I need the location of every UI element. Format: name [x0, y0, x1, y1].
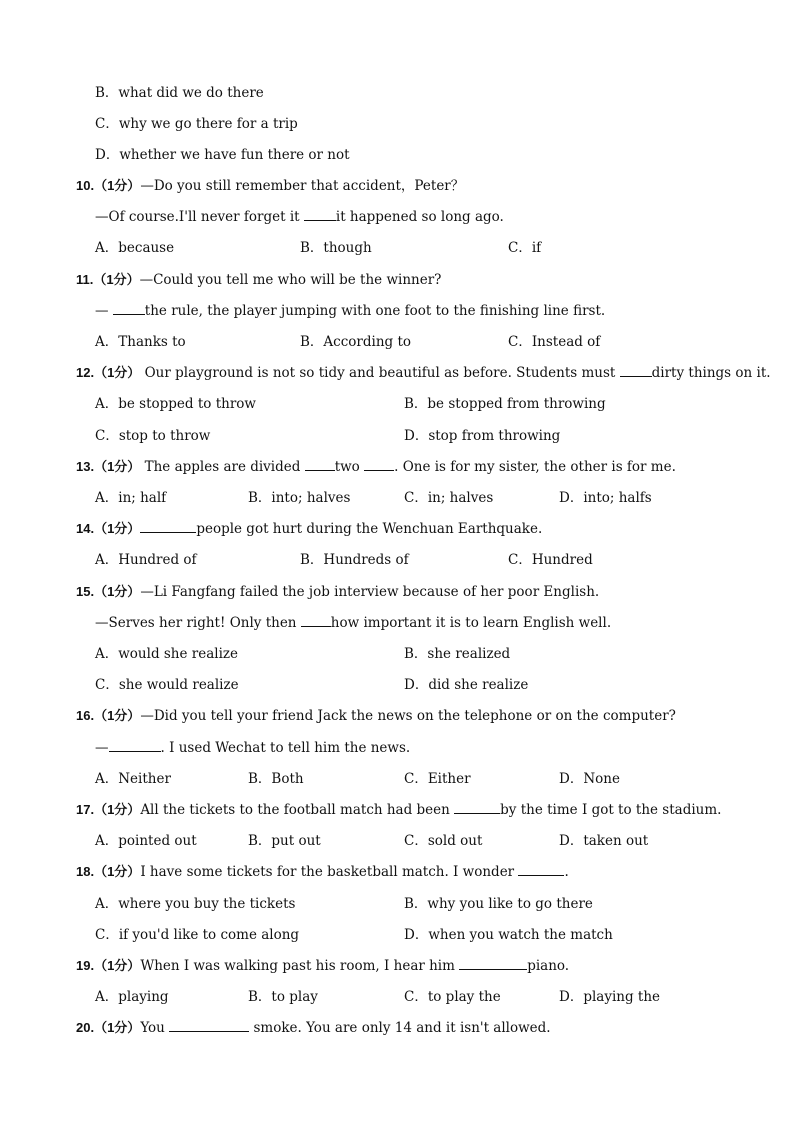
question-text: the rule, the player jumping with one foot to the finishing line first. [144, 303, 606, 319]
question-score: （1分） [94, 459, 141, 474]
q10-option-c: C．if [508, 240, 542, 256]
q11-stem [76, 271, 441, 289]
question-number: 16. [76, 708, 95, 723]
question-score: （1分） [94, 802, 141, 817]
question-score: （1分） [94, 1020, 141, 1035]
answer-blank [304, 208, 336, 221]
question-number: 17. [76, 802, 95, 817]
q16-option-b: B．Both [248, 771, 304, 787]
answer-blank [518, 863, 564, 876]
q16-option-c: C．Either [404, 771, 471, 787]
q14-option-a: A．Hundred of [95, 552, 197, 568]
q18-option-c: C．if you'd like to come along [95, 927, 300, 943]
question-number: 14. [76, 521, 95, 536]
question-text: I have some tickets for the basketball match. I wonder [140, 864, 519, 880]
q13-option-c: C．in; halves [404, 490, 494, 506]
q17-option-d: D．taken out [559, 833, 649, 849]
q17-option-b: B．put out [248, 833, 321, 849]
q18-option-b: B．why you like to go there [404, 896, 593, 912]
question-text: . One is for my sister, the other is for me. [394, 459, 676, 475]
q19-option-c: C．to play the [404, 989, 501, 1005]
question-text: — [95, 303, 113, 319]
q16-stem-line2 [95, 739, 410, 757]
question-score: （1分） [94, 958, 141, 973]
question-text: it happened so long ago. [335, 209, 504, 225]
question-number: 20. [76, 1020, 95, 1035]
answer-blank [301, 614, 331, 627]
question-number: 15. [76, 584, 95, 599]
q16-stem [76, 707, 676, 725]
q18-option-d: D．when you watch the match [404, 927, 613, 943]
q12-option-b: B．be stopped from throwing [404, 396, 606, 412]
question-score: （1分） [94, 708, 141, 723]
question-number: 11. [76, 272, 94, 287]
question-text: two [334, 459, 365, 475]
question-text: smoke. You are only 14 and it isn't allowed. [249, 1020, 551, 1036]
question-number: 10. [76, 178, 95, 193]
question-text: —Could you tell me who will be the winner? [139, 272, 442, 288]
question-text: —Serves her right! Only then [95, 615, 301, 631]
question-number: 13. [76, 459, 95, 474]
question-text: . [564, 864, 569, 880]
question-score: （1分） [94, 864, 141, 879]
q12-option-d: D．stop from throwing [404, 428, 561, 444]
question-text: —Li Fangfang failed the job interview because of her poor English. [140, 584, 600, 600]
q16-option-d: D．None [559, 771, 620, 787]
answer-blank [454, 801, 500, 814]
q14-option-c: C．Hundred [508, 552, 593, 568]
q18-option-a: A．where you buy the tickets [95, 896, 296, 912]
q11-option-a: A．Thanks to [95, 334, 186, 350]
q17-stem [76, 801, 721, 819]
q12-stem [76, 364, 771, 382]
question-score: （1分） [94, 584, 141, 599]
question-text: by the time I got to the stadium. [500, 802, 722, 818]
question-text: dirty things on it. [651, 365, 771, 381]
answer-blank [169, 1019, 249, 1032]
q15-option-c: C．she would realize [95, 677, 239, 693]
q10-option-b: B．though [300, 240, 372, 256]
answer-blank [140, 520, 196, 533]
q11-option-c: C．Instead of [508, 334, 601, 350]
q11-stem-line2 [95, 302, 605, 320]
q15-stem-line2 [95, 614, 611, 632]
q16-option-a: A．Neither [95, 771, 171, 787]
q15-option-a: A．would she realize [95, 646, 239, 662]
q13-stem [76, 458, 676, 476]
q20-stem [76, 1019, 551, 1037]
question-text: When I was walking past his room, I hear him [140, 958, 460, 974]
q10-stem [76, 177, 464, 195]
question-text: You [140, 1020, 170, 1036]
answer-blank [620, 364, 652, 377]
q12-option-a: A．be stopped to throw [95, 396, 256, 412]
q13-option-b: B．into; halves [248, 490, 351, 506]
q10-stem-line2 [95, 208, 504, 226]
q9-option-b: B．what did we do there [95, 85, 264, 101]
q15-option-b: B．she realized [404, 646, 511, 662]
question-text: . I used Wechat to tell him the news. [160, 740, 411, 756]
question-text: people got hurt during the Wenchuan Earthquake. [196, 521, 543, 537]
q19-option-d: D．playing the [559, 989, 661, 1005]
question-score: （1分） [94, 365, 141, 380]
q15-stem [76, 583, 599, 601]
q17-option-c: C．sold out [404, 833, 483, 849]
question-score: （1分） [94, 521, 141, 536]
question-score: （1分） [94, 178, 141, 193]
q14-option-b: B．Hundreds of [300, 552, 409, 568]
answer-blank [113, 302, 145, 315]
question-number: 19. [76, 958, 95, 973]
answer-blank [109, 739, 161, 752]
question-score: （1分） [93, 272, 140, 287]
answer-blank [364, 458, 394, 471]
question-number: 18. [76, 864, 95, 879]
q19-option-b: B．to play [248, 989, 318, 1005]
question-text: how important it is to learn English well. [330, 615, 612, 631]
q14-stem [76, 520, 542, 538]
answer-blank [305, 458, 335, 471]
question-text: —Do you still remember that accident，Peter？ [140, 178, 465, 194]
question-text: piano. [527, 958, 570, 974]
question-text: —Did you tell your friend Jack the news on the telephone or on the computer? [140, 708, 676, 724]
question-number: 12. [76, 365, 95, 380]
q17-option-a: A．pointed out [95, 833, 197, 849]
q18-stem [76, 863, 569, 881]
q13-option-d: D．into; halfs [559, 490, 652, 506]
question-text: — [95, 740, 109, 756]
q19-stem [76, 957, 569, 975]
q13-option-a: A．in; half [95, 490, 167, 506]
q12-option-c: C．stop to throw [95, 428, 211, 444]
q9-option-c: C．why we go there for a trip [95, 116, 298, 132]
q19-option-a: A．playing [95, 989, 169, 1005]
q10-option-a: A．because [95, 240, 175, 256]
question-text: Our playground is not so tidy and beautiful as before. Students must [140, 365, 620, 381]
answer-blank [459, 957, 527, 970]
q9-option-d: D．whether we have fun there or not [95, 147, 350, 163]
question-text: The apples are divided [140, 459, 305, 475]
question-text: All the tickets to the football match had been [140, 802, 455, 818]
question-text: —Of course.I'll never forget it [95, 209, 304, 225]
q11-option-b: B．According to [300, 334, 412, 350]
q15-option-d: D．did she realize [404, 677, 529, 693]
